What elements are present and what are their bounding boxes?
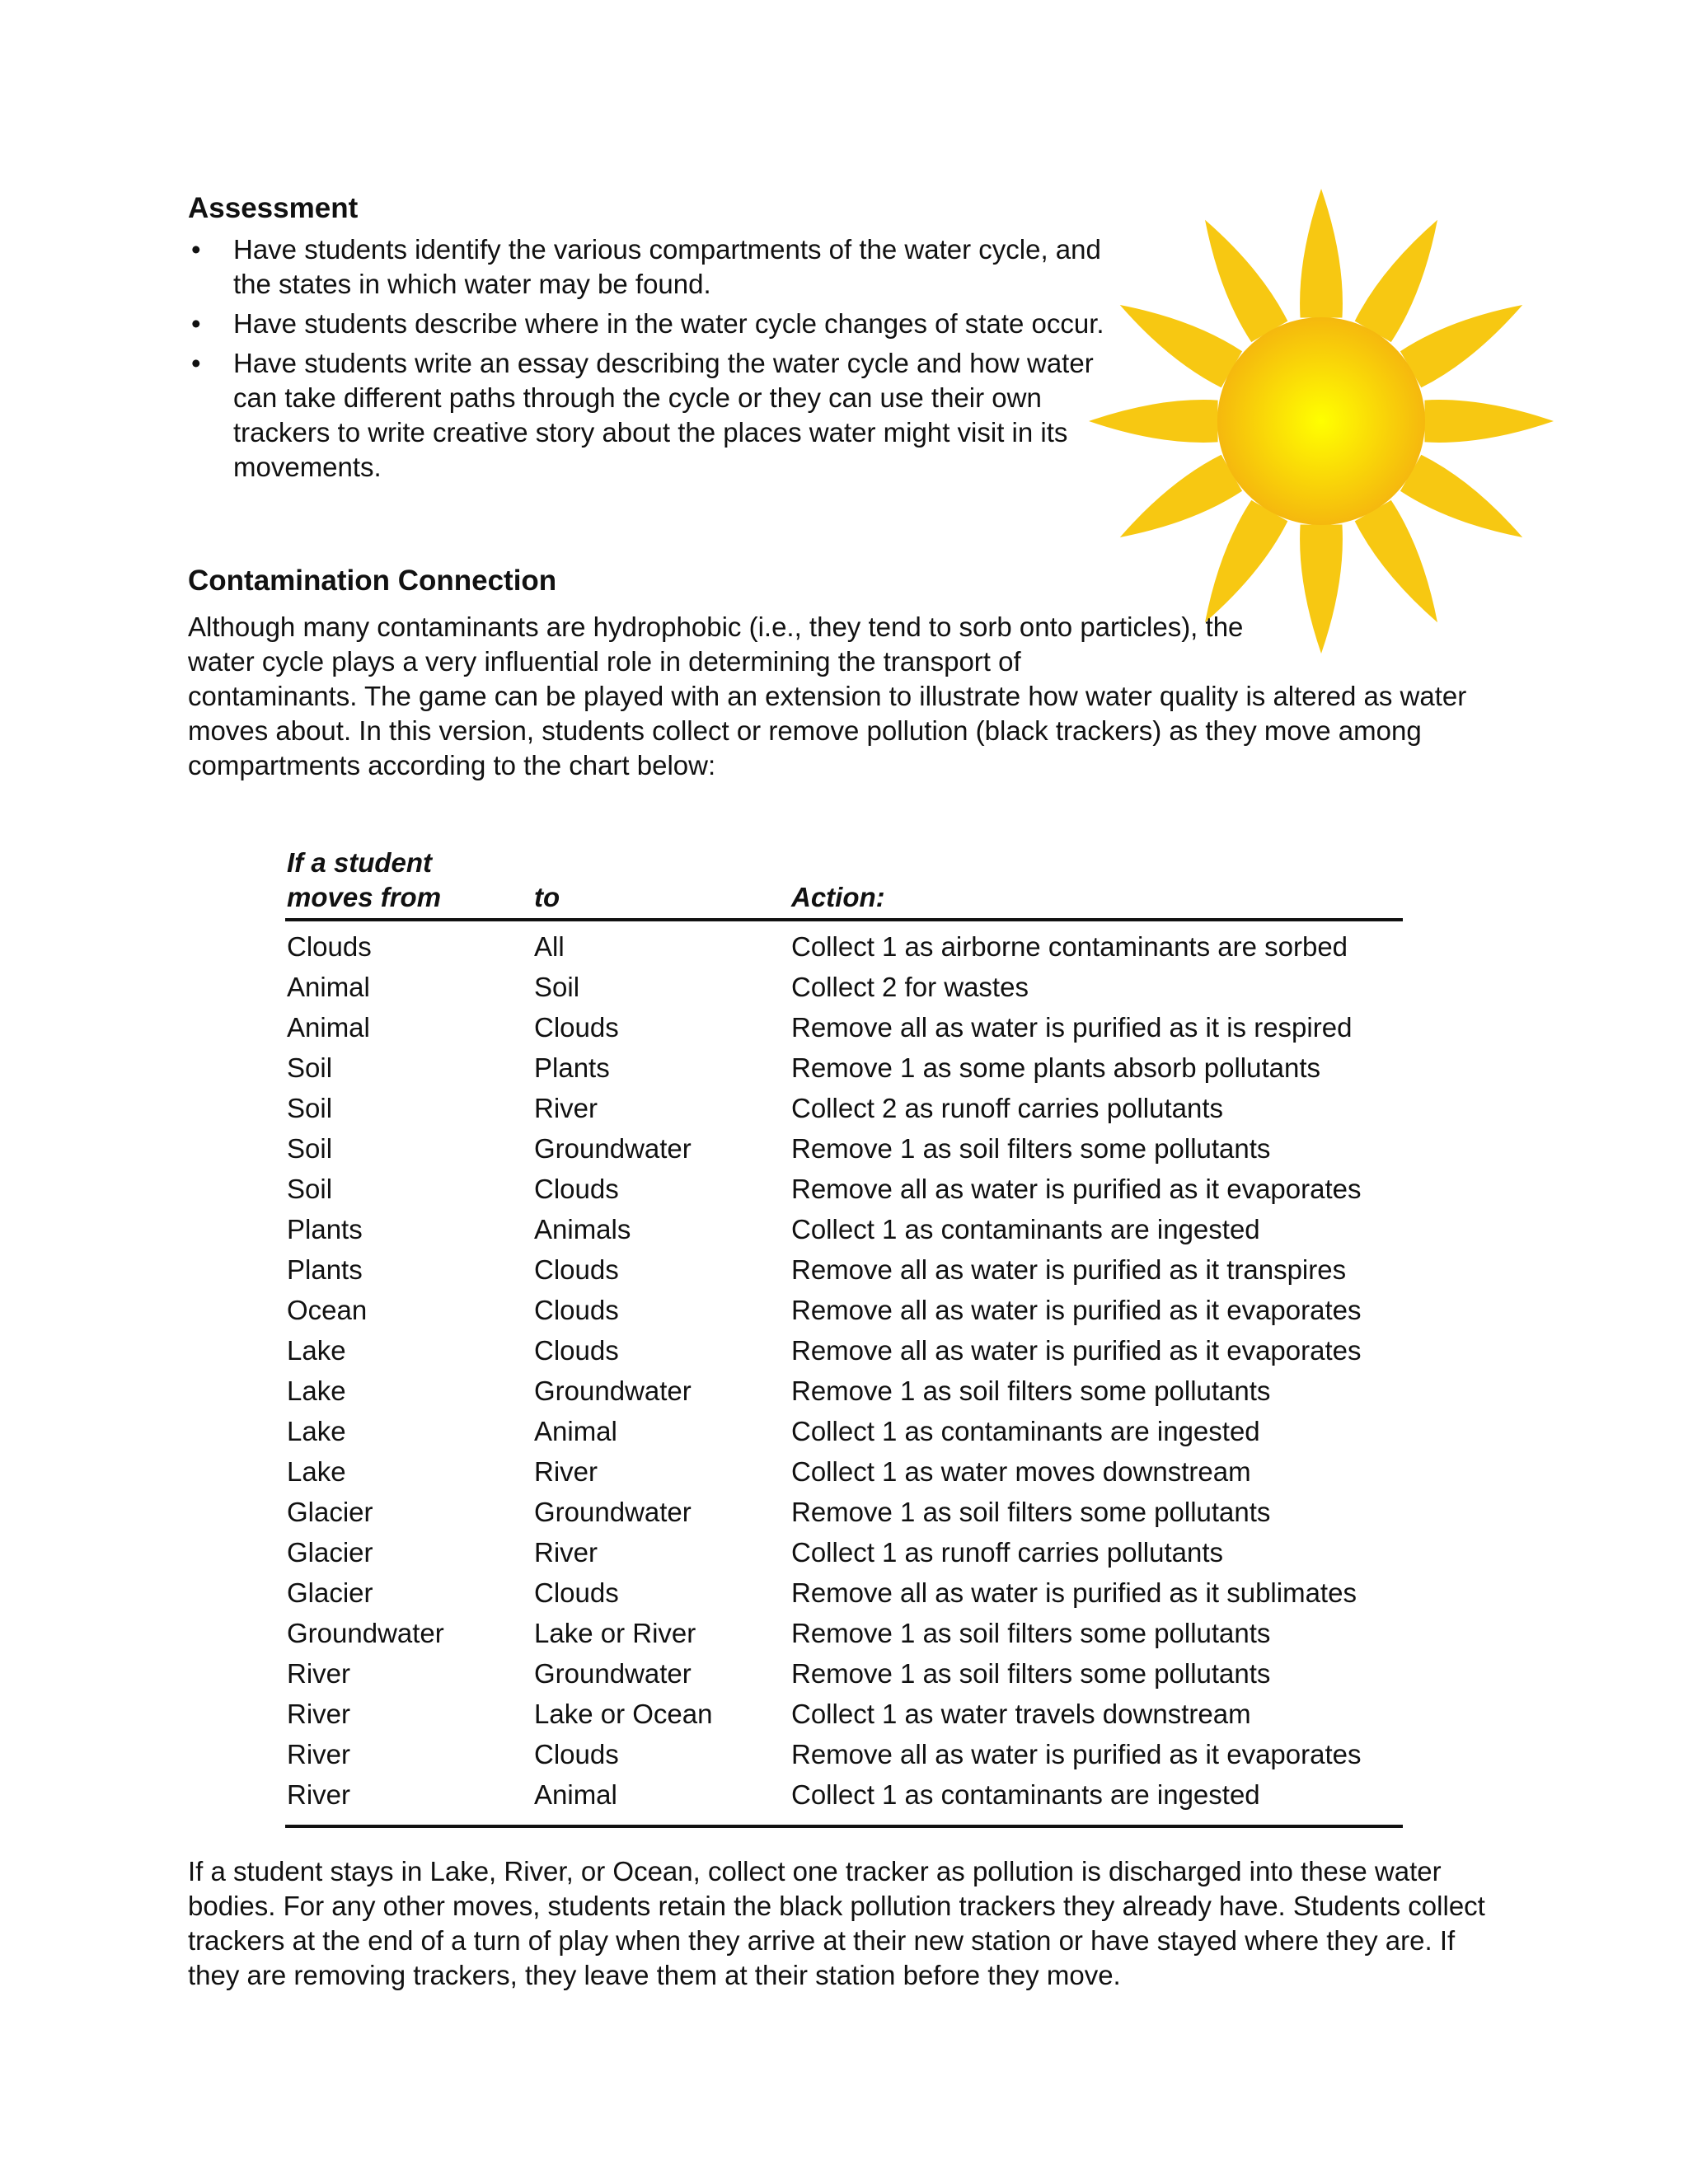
sun-ray	[1424, 400, 1554, 443]
cell-action: Collect 2 as runoff carries pollutants	[791, 1093, 1223, 1123]
cell-action: Remove all as water is purified as it evaporates	[791, 1174, 1362, 1204]
table-row	[285, 1049, 1403, 1090]
header-from-line1: If a student	[287, 847, 433, 878]
table-row	[285, 1090, 1403, 1130]
cell-from: Groundwater	[287, 1618, 444, 1648]
header-from	[287, 846, 441, 915]
bullet-icon: •	[191, 348, 201, 378]
cell-from: River	[287, 1658, 351, 1689]
table-row	[285, 1413, 1403, 1453]
sun-illustration	[1088, 188, 1554, 654]
cell-to: Clouds	[534, 1254, 619, 1285]
cell-action: Collect 1 as airborne contaminants are sorbed	[791, 931, 1348, 962]
cell-from: Plants	[287, 1254, 363, 1285]
sun-icon	[1088, 188, 1554, 654]
assessment-item	[188, 346, 1111, 485]
table-row	[285, 1332, 1403, 1372]
cell-action: Remove 1 as soil filters some pollutants	[791, 1376, 1271, 1406]
cell-action: Collect 1 as contaminants are ingested	[791, 1214, 1260, 1244]
table-row	[285, 1655, 1403, 1695]
sun-ray	[1355, 220, 1437, 342]
cell-to: Clouds	[534, 1295, 619, 1325]
header-action: Action:	[791, 882, 885, 912]
table-row	[285, 1776, 1403, 1816]
cell-from: Lake	[287, 1416, 346, 1446]
cell-to: Groundwater	[534, 1658, 692, 1689]
cell-action: Collect 1 as water moves downstream	[791, 1456, 1251, 1487]
table-row	[285, 928, 1403, 968]
table-row	[285, 1009, 1403, 1049]
sun-ray	[1205, 220, 1287, 342]
bullet-icon: •	[191, 234, 201, 265]
cell-to: Soil	[534, 972, 580, 1002]
cell-to: Plants	[534, 1052, 610, 1083]
table-row	[285, 1453, 1403, 1493]
sun-ray	[1400, 455, 1522, 537]
cell-from: Glacier	[287, 1577, 373, 1608]
cell-to: Groundwater	[534, 1376, 692, 1406]
cell-from: Animal	[287, 972, 370, 1002]
cell-from: Lake	[287, 1456, 346, 1487]
cell-action: Remove all as water is purified as it is respired	[791, 1012, 1353, 1043]
cell-to: Groundwater	[534, 1497, 692, 1527]
cell-action: Remove all as water is purified as it evaporates	[791, 1739, 1362, 1769]
sun-ray	[1205, 500, 1287, 622]
cell-action: Remove 1 as soil filters some pollutants	[791, 1658, 1271, 1689]
cell-action: Collect 2 for wastes	[791, 972, 1029, 1002]
cell-from: Lake	[287, 1376, 346, 1406]
contamination-heading: Contamination Connection	[188, 565, 557, 597]
cell-from: Soil	[287, 1093, 333, 1123]
cell-from: Soil	[287, 1052, 333, 1083]
cell-to: Clouds	[534, 1012, 619, 1043]
table-row	[285, 1615, 1403, 1655]
cell-to: Animal	[534, 1416, 617, 1446]
sun-ray	[1400, 305, 1522, 387]
cell-from: Glacier	[287, 1537, 373, 1568]
contamination-paragraph-intro: Although many contaminants are hydrophobic (i.e., they tend to sorb onto particles), the water cycle plays a very influential role in determining the transport of	[188, 612, 1244, 677]
cell-action: Collect 1 as contaminants are ingested	[791, 1416, 1260, 1446]
sun-ray	[1300, 189, 1343, 318]
assessment-heading: Assessment	[188, 192, 359, 224]
cell-to: Clouds	[534, 1577, 619, 1608]
sun-ray	[1120, 305, 1242, 387]
cell-to: River	[534, 1456, 598, 1487]
movement-table	[285, 834, 1403, 1828]
cell-action: Remove 1 as soil filters some pollutants	[791, 1133, 1271, 1164]
cell-action: Collect 1 as contaminants are ingested	[791, 1779, 1260, 1810]
table-row	[285, 1695, 1403, 1736]
cell-to: Clouds	[534, 1335, 619, 1366]
cell-action: Remove 1 as soil filters some pollutants	[791, 1618, 1271, 1648]
assessment-item	[188, 232, 1111, 302]
cell-from: Animal	[287, 1012, 370, 1043]
assessment-item	[188, 307, 1111, 341]
cell-action: Remove all as water is purified as it evaporates	[791, 1335, 1362, 1366]
cell-to: River	[534, 1093, 598, 1123]
assessment-item-text: Have students identify the various compartments of the water cycle, and the states in which water may be found.	[233, 234, 1101, 299]
table-row	[285, 1130, 1403, 1170]
table-row	[285, 1372, 1403, 1413]
contamination-paragraph-body: contaminants. The game can be played with an extension to illustrate how water quality is altered as water moves about. In this version, students collect or remove pollution (black trackers) as they move among compartments according to the chart below:	[188, 681, 1467, 780]
table-row	[285, 1251, 1403, 1291]
table-header	[285, 834, 1403, 921]
assessment-item-text: Have students write an essay describing the water cycle and how water can take different paths through the cycle or they can use their own trackers to write creative story about the places water might visit in its movements.	[233, 348, 1094, 482]
cell-from: Plants	[287, 1214, 363, 1244]
cell-action: Collect 1 as runoff carries pollutants	[791, 1537, 1223, 1568]
sun-ray	[1355, 500, 1437, 622]
closing-paragraph: If a student stays in Lake, River, or Ocean, collect one tracker as pollution is discharged into these water bodies. For any other moves, students retain the black pollution trackers they already have. Students collect trackers at the end of a turn of play when they arrive at their new station or have stayed where they are. If they are removing trackers, they leave them at their station before they move.	[188, 1856, 1485, 1990]
cell-from: Glacier	[287, 1497, 373, 1527]
table-body	[285, 921, 1403, 1828]
cell-action: Remove 1 as soil filters some pollutants	[791, 1497, 1271, 1527]
cell-from: River	[287, 1739, 351, 1769]
cell-to: River	[534, 1537, 598, 1568]
cell-to: Lake or Ocean	[534, 1699, 713, 1729]
header-to: to	[534, 882, 560, 912]
cell-to: Animals	[534, 1214, 631, 1244]
sun-ray	[1120, 455, 1242, 537]
cell-action: Remove all as water is purified as it sublimates	[791, 1577, 1357, 1608]
cell-to: Clouds	[534, 1174, 619, 1204]
table-row	[285, 968, 1403, 1009]
cell-action: Remove 1 as some plants absorb pollutants	[791, 1052, 1321, 1083]
cell-to: Lake or River	[534, 1618, 696, 1648]
cell-to: All	[534, 931, 565, 962]
table-row	[285, 1291, 1403, 1332]
cell-from: Soil	[287, 1133, 333, 1164]
sun-ray	[1089, 400, 1218, 443]
cell-to: Groundwater	[534, 1133, 692, 1164]
table-row	[285, 1574, 1403, 1615]
cell-to: Animal	[534, 1779, 617, 1810]
cell-action: Collect 1 as water travels downstream	[791, 1699, 1251, 1729]
cell-from: Clouds	[287, 931, 372, 962]
cell-from: Lake	[287, 1335, 346, 1366]
table-row	[285, 1211, 1403, 1251]
cell-to: Clouds	[534, 1739, 619, 1769]
table-row	[285, 1493, 1403, 1534]
cell-from: Soil	[287, 1174, 333, 1204]
cell-action: Remove all as water is purified as it transpires	[791, 1254, 1347, 1285]
table-row	[285, 1170, 1403, 1211]
cell-from: River	[287, 1699, 351, 1729]
sun-disc	[1217, 317, 1425, 525]
header-from-line2: moves from	[287, 882, 442, 912]
bullet-icon: •	[191, 308, 201, 339]
table-row	[285, 1534, 1403, 1574]
assessment-item-text: Have students describe where in the water cycle changes of state occur.	[233, 308, 1104, 339]
cell-from: River	[287, 1779, 351, 1810]
table-row	[285, 1736, 1403, 1776]
cell-action: Remove all as water is purified as it evaporates	[791, 1295, 1362, 1325]
sun-ray	[1300, 524, 1343, 654]
assessment-list	[188, 232, 1111, 490]
cell-from: Ocean	[287, 1295, 368, 1325]
